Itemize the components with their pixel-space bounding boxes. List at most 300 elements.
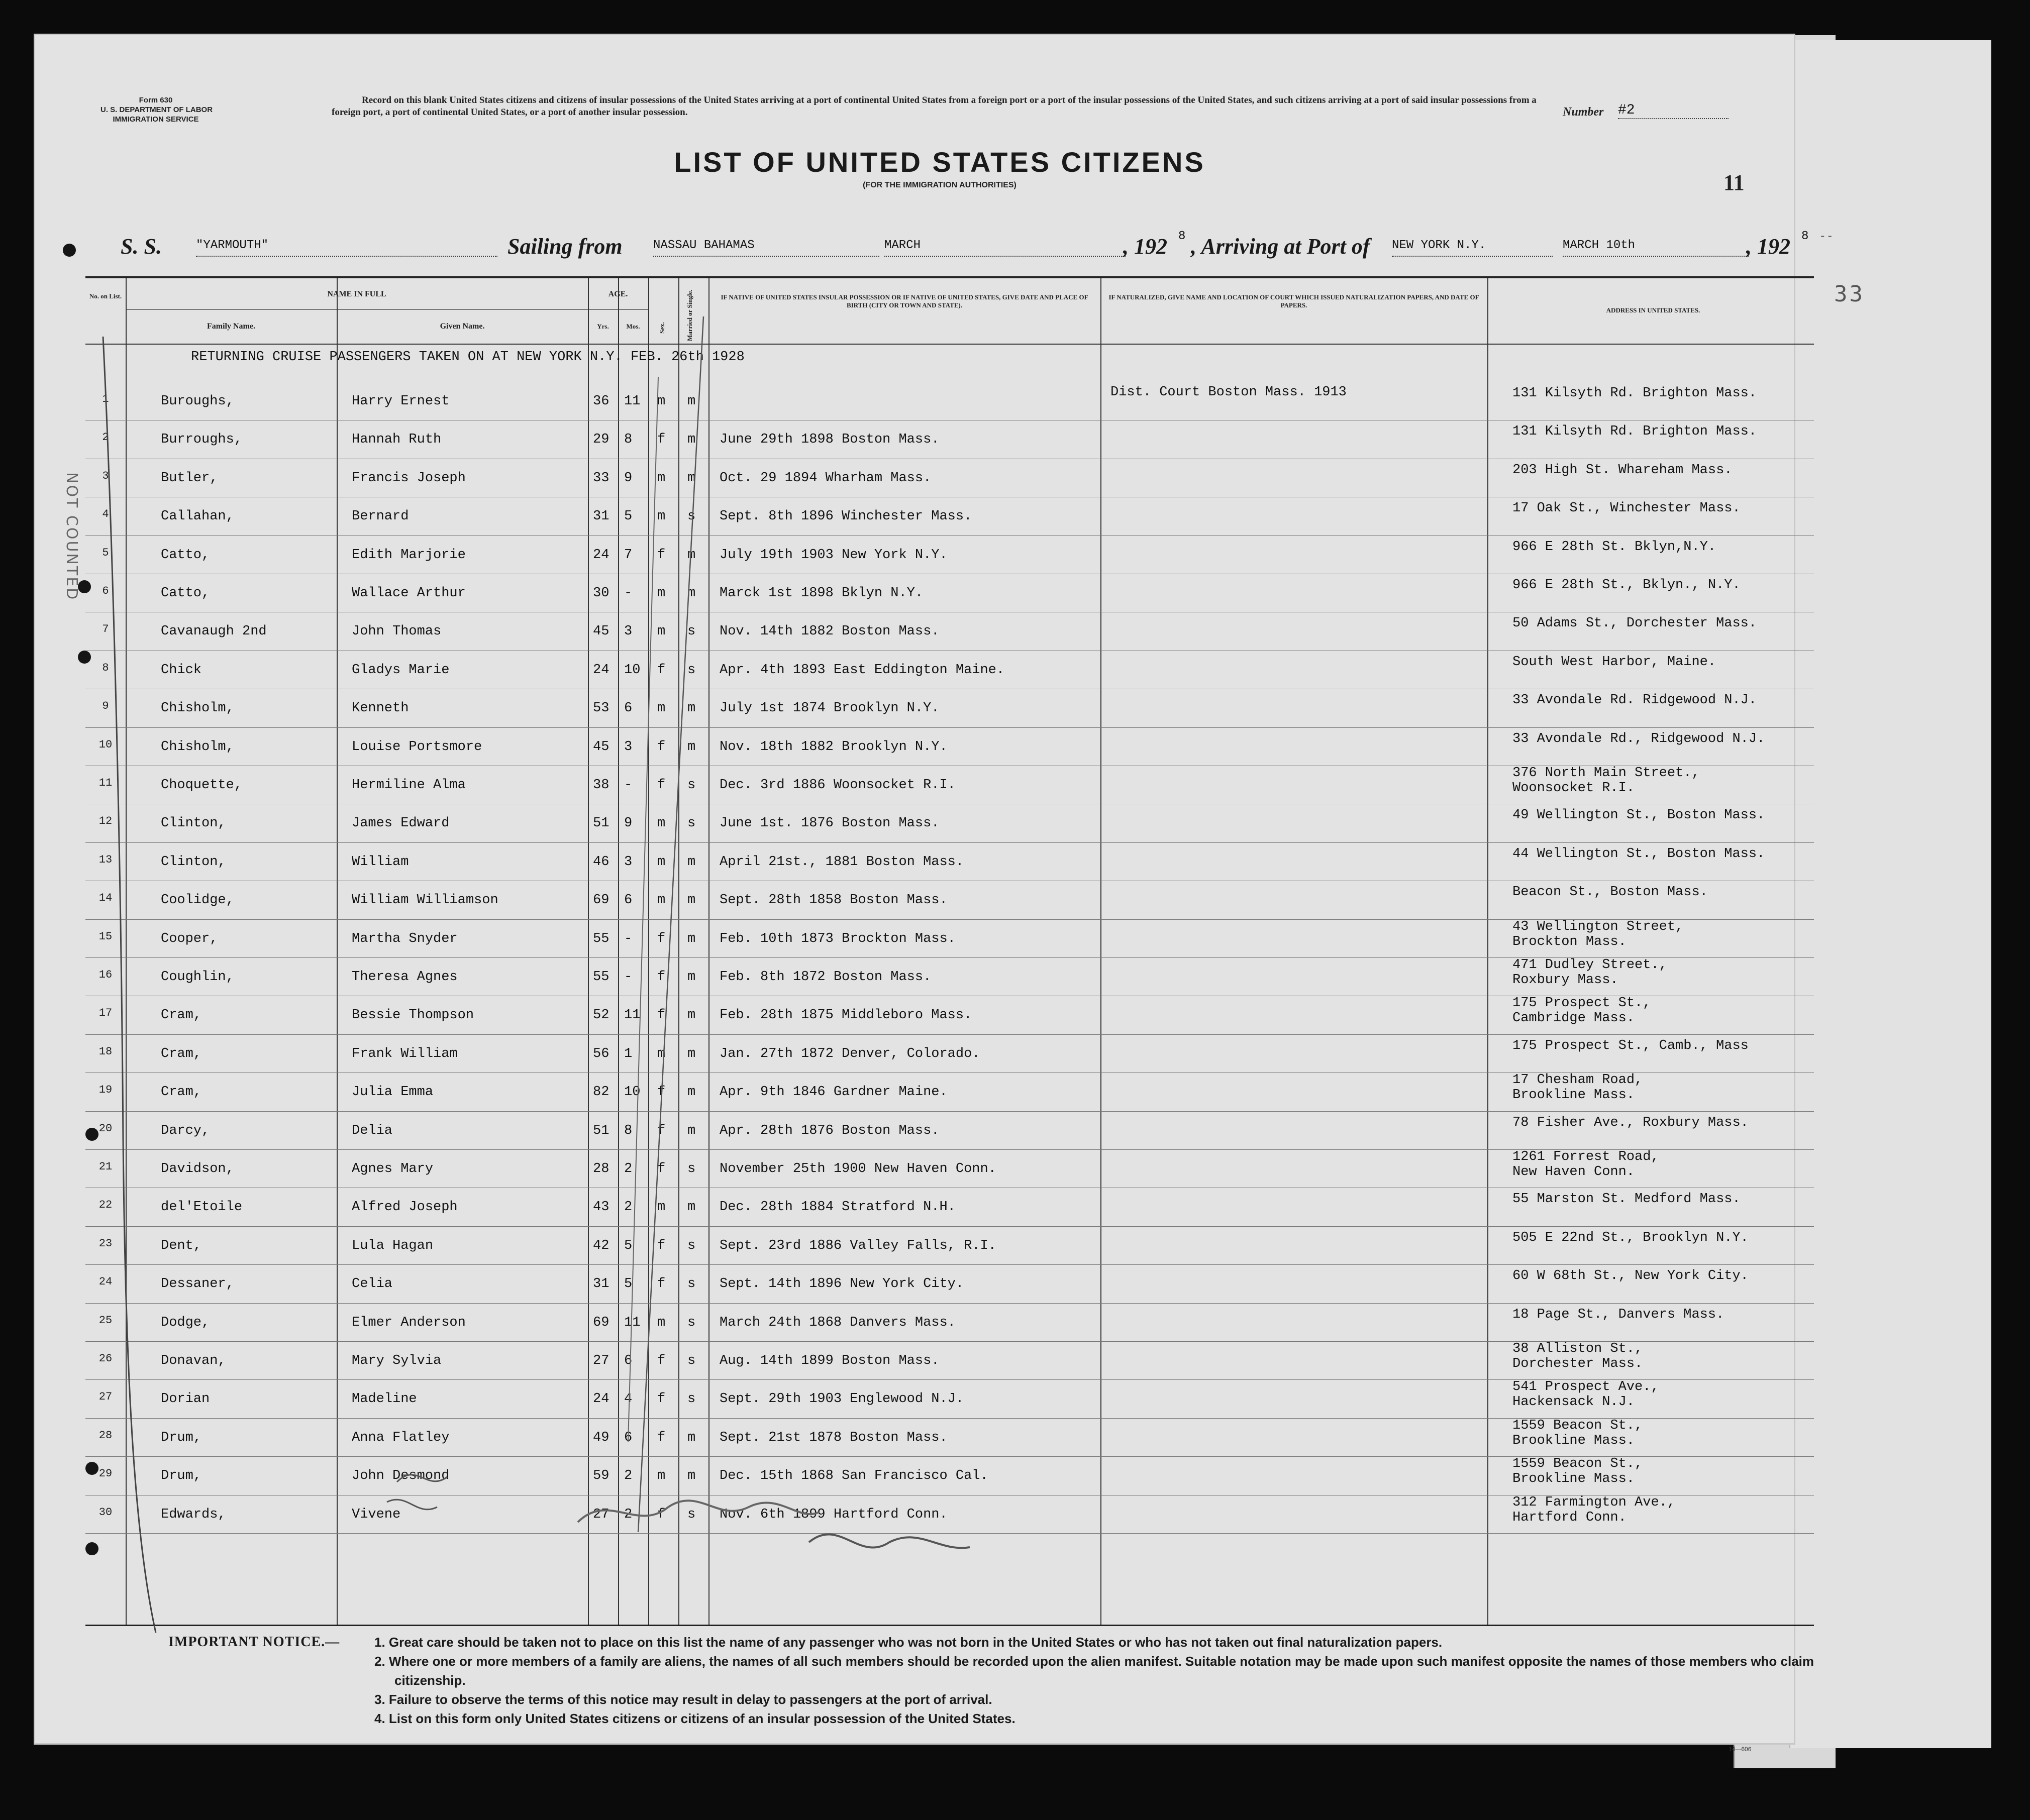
address-line-2: Brookline Mass. (1512, 1433, 1635, 1448)
address-line-1: 17 Chesham Road, (1512, 1073, 1643, 1088)
given-name: Gladys Marie (352, 662, 450, 678)
birth-date-place: Sept. 29th 1903 Englewood N.J. (720, 1391, 964, 1407)
age-months: - (624, 586, 633, 601)
age-months: 9 (624, 816, 633, 831)
address-line-2: Hartford Conn. (1512, 1510, 1627, 1525)
marital-status: m (687, 547, 696, 563)
family-name: Cram, (161, 1046, 202, 1061)
given-name: John Desmond (352, 1468, 450, 1484)
given-name: Celia (352, 1276, 393, 1292)
row-number: 22 (98, 1199, 113, 1212)
given-name: Delia (352, 1123, 393, 1138)
age-months: 2 (624, 1507, 633, 1522)
marital-status: m (687, 394, 696, 409)
binding-hole (85, 1542, 98, 1555)
age-months: 2 (624, 1468, 633, 1484)
address-line-1: 203 High St. Whareham Mass. (1512, 462, 1733, 478)
address-line-1: 50 Adams St., Dorchester Mass. (1512, 616, 1757, 631)
table-row (85, 538, 1814, 576)
given-name: Lula Hagan (352, 1238, 434, 1253)
address-line-1: 33 Avondale Rd. Ridgewood N.J. (1512, 693, 1757, 708)
age-months: - (624, 970, 633, 985)
birth-date-place: Sept. 14th 1896 New York City. (720, 1276, 964, 1292)
age-months: 1 (624, 1046, 633, 1061)
sex: m (657, 509, 666, 524)
sex: m (657, 1315, 666, 1330)
given-name: Elmer Anderson (352, 1315, 466, 1330)
row-number: 18 (98, 1045, 113, 1058)
birth-date-place: Aug. 14th 1899 Boston Mass. (720, 1353, 940, 1368)
marital-status: m (687, 586, 696, 601)
birth-date-place: Feb. 10th 1873 Brockton Mass. (720, 931, 956, 946)
sex: m (657, 816, 666, 831)
row-number: 20 (98, 1122, 113, 1135)
sex: m (657, 1046, 666, 1061)
row-number: 16 (98, 969, 113, 981)
row-number: 11 (98, 777, 113, 789)
voyage-line (121, 219, 1809, 264)
table-row (85, 1343, 1814, 1381)
age-months: 5 (624, 1238, 633, 1253)
sailing-month: MARCH (884, 239, 1126, 257)
passenger-table (85, 276, 1814, 1626)
sex: f (657, 1276, 666, 1292)
sex: m (657, 701, 666, 716)
birth-date-place: Apr. 9th 1846 Gardner Maine. (720, 1085, 948, 1100)
row-number: 29 (98, 1467, 113, 1480)
age-years: 31 (593, 1276, 610, 1292)
marital-status: m (687, 854, 696, 870)
given-name: Edith Marjorie (352, 547, 466, 563)
sex: f (657, 1123, 666, 1138)
given-name: Theresa Agnes (352, 970, 458, 985)
department-name: U. S. DEPARTMENT OF LABOR (100, 105, 213, 114)
sex: f (657, 662, 666, 678)
address-line-1: 43 Wellington Street, (1512, 919, 1684, 934)
birth-date-place: Dec. 28th 1884 Stratford N.H. (720, 1200, 956, 1215)
address-line-1: 38 Alliston St., (1512, 1341, 1643, 1356)
table-row (85, 806, 1814, 844)
sailing-year-digit: 8 (1178, 230, 1186, 243)
age-months: 3 (624, 739, 633, 755)
table-row (85, 959, 1814, 998)
hdr-age: AGE. (608, 290, 628, 298)
family-name: Chick (161, 662, 202, 678)
age-years: 59 (593, 1468, 610, 1484)
table-row (85, 1266, 1814, 1305)
marital-status: s (687, 1161, 696, 1176)
given-name: Kenneth (352, 701, 409, 716)
age-months: - (624, 778, 633, 793)
age-years: 82 (593, 1085, 610, 1100)
address-line-2: Brockton Mass. (1512, 934, 1627, 949)
binding-hole (63, 244, 76, 257)
age-years: 52 (593, 1008, 610, 1023)
row-number: 5 (102, 546, 109, 559)
family-name: Callahan, (161, 509, 234, 524)
given-name: James Edward (352, 816, 450, 831)
table-row (85, 1151, 1814, 1190)
family-name: del'Etoile (161, 1200, 243, 1215)
birth-date-place: Apr. 28th 1876 Boston Mass. (720, 1123, 940, 1138)
record-instructions: Record on this blank United States citizens and citizens of insular possessions of the United States arriving at a port of continental United States from a foreign port or a port of the insular possessions of the United States, and such citizens arriving at a port of said insular possessions from a foreign port, a port of continental United States, or a port of another insular possession. (332, 95, 1537, 118)
sex: f (657, 547, 666, 563)
notice-items (374, 1633, 1816, 1728)
marital-status: m (687, 739, 696, 755)
row-number: 27 (98, 1390, 113, 1404)
age-years: 45 (593, 739, 610, 755)
age-years: 24 (593, 1391, 610, 1407)
address-line-1: 505 E 22nd St., Brooklyn N.Y. (1512, 1230, 1749, 1245)
address-line-1: 131 Kilsyth Rd. Brighton Mass. (1512, 386, 1757, 401)
age-months: 5 (624, 1276, 633, 1292)
binding-hole (85, 1128, 98, 1141)
row-number: 19 (98, 1084, 113, 1097)
family-name: Cram, (161, 1085, 202, 1100)
address-line-1: 60 W 68th St., New York City. (1512, 1268, 1749, 1284)
family-name: Buroughs, (161, 394, 234, 409)
sex: f (657, 1353, 666, 1368)
family-name: Cavanaugh 2nd (161, 624, 267, 639)
sex: m (657, 470, 666, 486)
sailing-port: NASSAU BAHAMAS (653, 239, 879, 257)
given-name: Bessie Thompson (352, 1008, 474, 1023)
row-number: 17 (98, 1007, 113, 1020)
address-line-1: 1261 Forrest Road, (1512, 1149, 1659, 1164)
family-name: Darcy, (161, 1123, 210, 1138)
ship-name: "YARMOUTH" (196, 239, 497, 257)
address-line-1: 966 E 28th St., Bklyn., N.Y. (1512, 578, 1741, 593)
marital-status: s (687, 816, 696, 831)
birth-date-place: Nov. 14th 1882 Boston Mass. (720, 624, 940, 639)
notice-item-3: 3. Failure to observe the terms of this notice may result in delay to passengers at the port of arrival. (374, 1692, 992, 1707)
row-number: 10 (98, 738, 113, 751)
address-line-1: Beacon St., Boston Mass. (1512, 885, 1708, 900)
header-subdivider (126, 309, 648, 310)
table-row (85, 1113, 1814, 1151)
sex: f (657, 432, 666, 448)
address-line-1: 175 Prospect St., (1512, 996, 1651, 1011)
hdr-name-in-full: NAME IN FULL (327, 290, 386, 298)
sex: f (657, 1391, 666, 1407)
hdr-address: ADDRESS IN UNITED STATES. (1606, 306, 1700, 314)
family-name: Cooper, (161, 931, 218, 946)
sailing-label: Sailing from (508, 234, 623, 259)
row-number: 23 (98, 1237, 113, 1250)
age-years: 31 (593, 509, 610, 524)
binding-hole (85, 1462, 98, 1475)
age-years: 69 (593, 1315, 610, 1330)
row-number: 30 (98, 1506, 113, 1519)
age-years: 38 (593, 778, 610, 793)
sex: f (657, 778, 666, 793)
row-number: 2 (102, 431, 109, 444)
address-line-2: Dorchester Mass. (1512, 1356, 1643, 1371)
given-name: Alfred Joseph (352, 1200, 458, 1215)
age-years: 30 (593, 586, 610, 601)
marital-status: s (687, 1238, 696, 1253)
address-line-1: 131 Kilsyth Rd. Brighton Mass. (1512, 424, 1757, 440)
age-months: 2 (624, 1161, 633, 1176)
age-months: 10 (624, 662, 641, 678)
address-line-1: 17 Oak St., Winchester Mass. (1512, 501, 1741, 516)
address-line-2: Roxbury Mass. (1512, 973, 1618, 988)
margin-sheet-number: 33 (1834, 281, 1865, 307)
birth-date-place: June 1st. 1876 Boston Mass. (720, 816, 940, 831)
given-name: Vivene (352, 1507, 401, 1522)
age-months: 11 (624, 1008, 641, 1023)
age-months: 6 (624, 893, 633, 908)
manifest-page (35, 35, 1814, 1753)
age-months: 6 (624, 1430, 633, 1445)
age-months: 3 (624, 624, 633, 639)
family-name: Dent, (161, 1238, 202, 1253)
number-value: #2 (1618, 102, 1729, 119)
document-title: LIST OF UNITED STATES CITIZENS (674, 146, 1205, 178)
given-name: William (352, 854, 409, 870)
age-years: 42 (593, 1238, 610, 1253)
age-months: 8 (624, 1123, 633, 1138)
table-row (85, 576, 1814, 614)
marital-status: s (687, 1391, 696, 1407)
given-name: John Thomas (352, 624, 442, 639)
marital-status: m (687, 432, 696, 448)
table-row (85, 422, 1814, 460)
address-line-1: 312 Farmington Ave., (1512, 1494, 1676, 1510)
table-row (85, 499, 1814, 537)
address-line-1: South West Harbor, Maine. (1512, 654, 1716, 670)
family-name: Cram, (161, 1008, 202, 1023)
given-name: Madeline (352, 1391, 417, 1407)
birth-date-place: Nov. 18th 1882 Brooklyn N.Y. (720, 739, 948, 755)
arriving-label: , Arriving at Port of (1191, 234, 1370, 259)
given-name: Wallace Arthur (352, 586, 466, 601)
given-name: Agnes Mary (352, 1161, 434, 1176)
family-name: Coolidge, (161, 893, 234, 908)
arrival-port: NEW YORK N.Y. (1392, 239, 1553, 257)
notice-item-1: 1. Great care should be taken not to place on this list the name of any passenger who was not born in the United States or who has not taken out final naturalization papers. (374, 1635, 1443, 1650)
row-number: 24 (98, 1275, 113, 1289)
arrival-year-digit: 8 (1801, 230, 1809, 243)
family-name: Drum, (161, 1430, 202, 1445)
address-line-1: 966 E 28th St. Bklyn,N.Y. (1512, 539, 1716, 555)
family-name: Dodge, (161, 1315, 210, 1330)
row-number: 14 (98, 892, 113, 905)
row-number: 25 (98, 1314, 113, 1327)
address-line-1: 376 North Main Street., (1512, 766, 1700, 781)
age-months: 3 (624, 854, 633, 870)
family-name: Clinton, (161, 816, 226, 831)
row-number: 4 (102, 508, 109, 521)
age-years: 56 (593, 1046, 610, 1061)
birth-date-place: Feb. 28th 1875 Middleboro Mass. (720, 1008, 972, 1023)
address-line-1: 1559 Beacon St., (1512, 1456, 1643, 1472)
address-line-2: Cambridge Mass. (1512, 1011, 1635, 1026)
marital-status: m (687, 1046, 696, 1061)
marital-status: s (687, 1507, 696, 1522)
age-years: 46 (593, 854, 610, 870)
table-row (85, 998, 1814, 1036)
arrival-date: MARCH 10th (1563, 239, 1749, 257)
age-months: 4 (624, 1391, 633, 1407)
row-number: 6 (102, 585, 109, 597)
age-months: 2 (624, 1200, 633, 1215)
notice-item-4: 4. List on this form only United States citizens or citizens of an insular possession of the United States. (374, 1711, 1016, 1726)
row-number: 15 (98, 930, 113, 943)
sex: f (657, 739, 666, 755)
family-name: Choquette, (161, 778, 243, 793)
row-number: 12 (98, 815, 113, 828)
table-row (85, 1458, 1814, 1496)
birth-date-place: July 19th 1903 New York N.Y. (720, 547, 948, 563)
sex: f (657, 970, 666, 985)
family-name: Drum, (161, 1468, 202, 1484)
marital-status: m (687, 1123, 696, 1138)
back-sheet-mark: -- (1819, 229, 1834, 243)
marital-status: s (687, 1315, 696, 1330)
ss-label: S. S. (121, 234, 162, 259)
number-label: Number (1563, 105, 1604, 119)
row-number: 8 (102, 661, 109, 674)
birth-date-place: Feb. 8th 1872 Boston Mass. (720, 970, 932, 985)
row-number: 7 (102, 623, 109, 636)
age-years: 55 (593, 931, 610, 946)
marital-status: s (687, 509, 696, 524)
marital-status: m (687, 1200, 696, 1215)
given-name: Hermiline Alma (352, 778, 466, 793)
marital-status: m (687, 1468, 696, 1484)
given-name: Harry Ernest (352, 394, 450, 409)
hdr-birth: IF NATIVE OF UNITED STATES INSULAR POSSESSION OR IF NATIVE OF UNITED STATES, GIVE DATE AND PLACE OF BIRTH (CITY OR TOWN AND STATE). (721, 293, 1088, 309)
service-name: IMMIGRATION SERVICE (113, 115, 199, 124)
given-name: Francis Joseph (352, 470, 466, 486)
marital-status: s (687, 1276, 696, 1292)
address-line-1: 55 Marston St. Medford Mass. (1512, 1192, 1741, 1207)
family-name: Dessaner, (161, 1276, 234, 1292)
age-years: 49 (593, 1430, 610, 1445)
given-name: Frank William (352, 1046, 458, 1061)
family-name: Davidson, (161, 1161, 234, 1176)
address-line-1: 541 Prospect Ave., (1512, 1379, 1659, 1395)
naturalization-court: Dist. Court Boston Mass. 1913 (1110, 385, 1347, 400)
given-name: Louise Portsmore (352, 739, 482, 755)
marital-status: m (687, 701, 696, 716)
birth-date-place: Apr. 4th 1893 East Eddington Maine. (720, 662, 1005, 678)
family-name: Chisholm, (161, 701, 234, 716)
age-years: 29 (593, 432, 610, 448)
binding-hole (78, 651, 91, 664)
sex: m (657, 1468, 666, 1484)
family-name: Chisholm, (161, 739, 234, 755)
age-years: 51 (593, 816, 610, 831)
hdr-family-name: Family Name. (207, 322, 255, 331)
given-name: William Williamson (352, 893, 498, 908)
hdr-naturalized: IF NATURALIZED, GIVE NAME AND LOCATION OF COURT WHICH ISSUED NATURALIZATION PAPERS, AND DATE OF PAPERS. (1108, 293, 1479, 309)
marital-status: m (687, 1008, 696, 1023)
age-months: 6 (624, 1353, 633, 1368)
sex: f (657, 1430, 666, 1445)
table-row (85, 1381, 1814, 1420)
sex: m (657, 624, 666, 639)
given-name: Julia Emma (352, 1085, 434, 1100)
sex: m (657, 394, 666, 409)
table-row (85, 1075, 1814, 1113)
sex: m (657, 893, 666, 908)
birth-date-place: Dec. 3rd 1886 Woonsocket R.I. (720, 778, 956, 793)
age-years: 55 (593, 970, 610, 985)
birth-date-place: Marck 1st 1898 Bklyn N.Y. (720, 586, 924, 601)
birth-date-place: Nov. 6th 1899 Hartford Conn. (720, 1507, 948, 1522)
address-line-1: 471 Dudley Street., (1512, 957, 1667, 973)
table-row (85, 461, 1814, 499)
sex: f (657, 931, 666, 946)
hdr-no-on-list: No. on List. (89, 292, 122, 300)
birth-date-place: June 29th 1898 Boston Mass. (720, 432, 940, 448)
marital-status: s (687, 624, 696, 639)
row-number: 9 (102, 700, 109, 713)
row-number: 3 (102, 469, 109, 482)
sex: f (657, 1161, 666, 1176)
family-name: Donavan, (161, 1353, 226, 1368)
family-name: Clinton, (161, 854, 226, 870)
marital-status: s (687, 1353, 696, 1368)
print-code: 14—606 (1729, 1746, 1752, 1753)
birth-date-place: Dec. 15th 1868 San Francisco Cal. (720, 1468, 988, 1484)
hdr-mos: Mos. (626, 323, 640, 330)
sex: f (657, 1008, 666, 1023)
birth-date-place: April 21st., 1881 Boston Mass. (720, 854, 964, 870)
address-line-1: 1559 Beacon St., (1512, 1418, 1643, 1433)
address-line-1: 18 Page St., Danvers Mass. (1512, 1307, 1724, 1322)
sex: m (657, 586, 666, 601)
table-row (85, 1190, 1814, 1228)
sex: f (657, 1085, 666, 1100)
age-months: 7 (624, 547, 633, 563)
age-months: 5 (624, 509, 633, 524)
header-divider (85, 344, 1814, 345)
age-months: 8 (624, 432, 633, 448)
page-number: 11 (1723, 170, 1745, 195)
sex: f (657, 1507, 666, 1522)
birth-date-place: Sept. 21st 1878 Boston Mass. (720, 1430, 948, 1445)
age-years: 53 (593, 701, 610, 716)
marital-status: m (687, 1085, 696, 1100)
birth-date-place: Sept. 23rd 1886 Valley Falls, R.I. (720, 1238, 996, 1253)
age-years: 43 (593, 1200, 610, 1215)
address-line-2: Woonsocket R.I. (1512, 781, 1635, 796)
row-number: 26 (98, 1352, 113, 1365)
age-months: 11 (624, 394, 641, 409)
hdr-yrs: Yrs. (597, 323, 609, 330)
marital-status: m (687, 470, 696, 486)
table-row (85, 768, 1814, 806)
address-line-2: Brookline Mass. (1512, 1471, 1635, 1487)
form-number: Form 630 (139, 96, 173, 104)
group-note: RETURNING CRUISE PASSENGERS TAKEN ON AT NEW YORK N.Y. FEB. 26th 1928 (191, 350, 745, 365)
hdr-married-single: Married or Single. (686, 289, 693, 341)
birth-date-place: Sept. 28th 1858 Boston Mass. (720, 893, 948, 908)
address-line-1: 78 Fisher Ave., Roxbury Mass. (1512, 1115, 1749, 1130)
birth-date-place: Jan. 27th 1872 Denver, Colorado. (720, 1046, 980, 1061)
table-row (85, 844, 1814, 883)
back-sheet-outer (1789, 40, 1991, 1748)
table-row (85, 883, 1814, 921)
age-months: - (624, 931, 633, 946)
given-name: Mary Sylvia (352, 1353, 442, 1368)
address-line-2: New Haven Conn. (1512, 1164, 1635, 1180)
table-row (85, 921, 1814, 959)
row-number: 13 (98, 853, 113, 866)
